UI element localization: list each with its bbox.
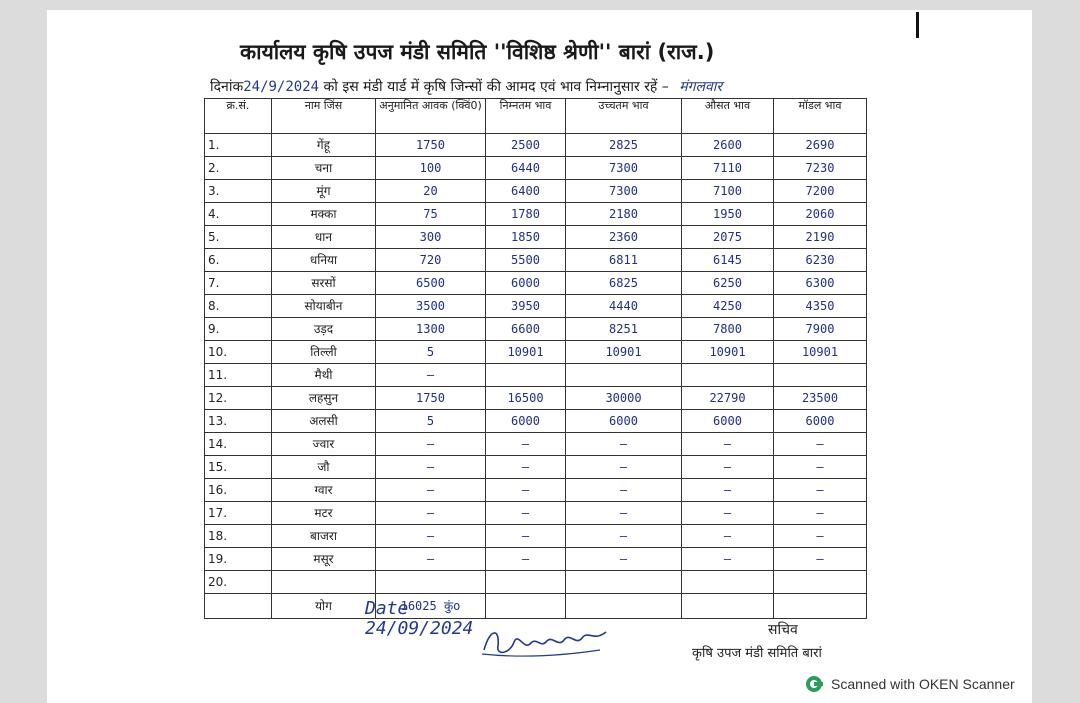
table-row	[205, 525, 867, 548]
date-label: Date	[365, 598, 409, 619]
table-row	[205, 502, 867, 525]
cell-model: 6230	[774, 249, 867, 272]
cell-arrival: 100	[376, 157, 486, 180]
cell-min: —	[486, 502, 566, 525]
table-row	[205, 134, 867, 157]
cell-arrival: 75	[376, 203, 486, 226]
cell-max: 4440	[566, 295, 682, 318]
cell-sn: 15.	[205, 456, 272, 479]
cell-sn: 1.	[205, 134, 272, 157]
cell-name: गेंहू	[272, 134, 376, 157]
cell-arrival: 1750	[376, 134, 486, 157]
cell-model: —	[774, 433, 867, 456]
cell-arrival: —	[376, 479, 486, 502]
table-row	[205, 364, 867, 387]
cell-sn: 5.	[205, 226, 272, 249]
oken-scanner-icon	[805, 675, 823, 693]
total-blank	[774, 594, 867, 619]
table-row	[205, 479, 867, 502]
cell-min: 1850	[486, 226, 566, 249]
cell-name: धनिया	[272, 249, 376, 272]
cell-avg: 6250	[682, 272, 774, 295]
cell-name	[272, 571, 376, 594]
cell-arrival: —	[376, 364, 486, 387]
cell-model: 2190	[774, 226, 867, 249]
cell-avg: 7110	[682, 157, 774, 180]
cell-max: 2825	[566, 134, 682, 157]
cell-max: 6825	[566, 272, 682, 295]
cell-sn: 6.	[205, 249, 272, 272]
total-blank	[682, 594, 774, 619]
table-row	[205, 456, 867, 479]
cell-avg: —	[682, 479, 774, 502]
cell-avg: —	[682, 548, 774, 571]
cell-max: 2360	[566, 226, 682, 249]
cell-name: तिल्ली	[272, 341, 376, 364]
table-row	[205, 341, 867, 364]
cell-min: 2500	[486, 134, 566, 157]
cell-model	[774, 571, 867, 594]
cell-model: 23500	[774, 387, 867, 410]
cell-name: सरसों	[272, 272, 376, 295]
date-prefix: दिनांक	[210, 79, 244, 95]
cell-name: बाजरा	[272, 525, 376, 548]
cell-avg: 7800	[682, 318, 774, 341]
cell-sn: 3.	[205, 180, 272, 203]
cell-name: मक्का	[272, 203, 376, 226]
cell-min: —	[486, 548, 566, 571]
cell-avg: 1950	[682, 203, 774, 226]
header-max-price: उच्चतम भाव	[566, 99, 682, 134]
cell-arrival: —	[376, 433, 486, 456]
cell-name: मूंग	[272, 180, 376, 203]
cell-sn: 11.	[205, 364, 272, 387]
table-header-row	[205, 99, 867, 134]
cell-min: 6000	[486, 410, 566, 433]
cell-arrival: —	[376, 456, 486, 479]
cell-model	[774, 364, 867, 387]
cell-avg: 6000	[682, 410, 774, 433]
sign-date: 24/09/2024	[365, 618, 474, 639]
cell-sn: 10.	[205, 341, 272, 364]
cell-arrival: —	[376, 502, 486, 525]
cell-max: 2180	[566, 203, 682, 226]
table-row	[205, 387, 867, 410]
cell-avg: —	[682, 502, 774, 525]
table-row	[205, 410, 867, 433]
cell-name: मैथी	[272, 364, 376, 387]
cell-sn: 7.	[205, 272, 272, 295]
table-row	[205, 157, 867, 180]
cell-min: 10901	[486, 341, 566, 364]
cell-min	[486, 571, 566, 594]
cell-max: —	[566, 502, 682, 525]
header-serial: क्र.सं.	[205, 99, 272, 134]
cell-name: चना	[272, 157, 376, 180]
cell-model: 7230	[774, 157, 867, 180]
cell-name: लहसुन	[272, 387, 376, 410]
cell-avg: 4250	[682, 295, 774, 318]
table-row	[205, 226, 867, 249]
cell-arrival: 1300	[376, 318, 486, 341]
cell-arrival: 300	[376, 226, 486, 249]
cell-avg: —	[682, 525, 774, 548]
cell-max: 10901	[566, 341, 682, 364]
handwritten-signature	[480, 620, 610, 660]
cell-sn: 13.	[205, 410, 272, 433]
cell-sn: 14.	[205, 433, 272, 456]
cell-avg	[682, 571, 774, 594]
scanner-badge	[805, 674, 1015, 694]
cell-model: —	[774, 525, 867, 548]
header-arrival: अनुमानित आवक (क्विं0)	[376, 99, 486, 134]
total-blank	[566, 594, 682, 619]
cell-model: —	[774, 479, 867, 502]
table-row	[205, 571, 867, 594]
cell-name: ग्वार	[272, 479, 376, 502]
cell-arrival: 1750	[376, 387, 486, 410]
cell-model: 6300	[774, 272, 867, 295]
cell-sn: 17.	[205, 502, 272, 525]
header-commodity: नाम जिंस	[272, 99, 376, 134]
page-edge-mark	[916, 12, 919, 38]
header-avg-price: औसत भाव	[682, 99, 774, 134]
cell-max: —	[566, 456, 682, 479]
cell-arrival: —	[376, 548, 486, 571]
cell-name: अलसी	[272, 410, 376, 433]
cell-name: सोयाबीन	[272, 295, 376, 318]
cell-max: —	[566, 479, 682, 502]
price-table	[204, 98, 867, 619]
header-min-price: निम्नतम भाव	[486, 99, 566, 134]
cell-arrival: 3500	[376, 295, 486, 318]
cell-name: ज्वार	[272, 433, 376, 456]
cell-sn: 16.	[205, 479, 272, 502]
cell-min: —	[486, 433, 566, 456]
cell-min: 3950	[486, 295, 566, 318]
cell-name: मसूर	[272, 548, 376, 571]
scanner-label: Scanned with OKEN Scanner	[831, 676, 1015, 692]
cell-max: 8251	[566, 318, 682, 341]
table-row	[205, 272, 867, 295]
cell-arrival: 6500	[376, 272, 486, 295]
cell-avg: —	[682, 456, 774, 479]
cell-arrival	[376, 571, 486, 594]
cell-max: 6000	[566, 410, 682, 433]
cell-min: 6600	[486, 318, 566, 341]
cell-sn: 19.	[205, 548, 272, 571]
cell-avg: 2075	[682, 226, 774, 249]
cell-sn: 18.	[205, 525, 272, 548]
cell-sn: 8.	[205, 295, 272, 318]
cell-sn: 20.	[205, 571, 272, 594]
date-line-text: को इस मंडी यार्ड में कृषि जिन्सों की आमद एवं भाव निम्नानुसार रहें –	[323, 79, 669, 95]
header-model-price: मॉडल भाव	[774, 99, 867, 134]
cell-arrival: 20	[376, 180, 486, 203]
cell-avg: 22790	[682, 387, 774, 410]
cell-min: —	[486, 479, 566, 502]
cell-min: 6440	[486, 157, 566, 180]
cell-sn: 9.	[205, 318, 272, 341]
cell-min	[486, 364, 566, 387]
cell-arrival: —	[376, 525, 486, 548]
handwritten-date: 24/9/2024	[243, 79, 320, 95]
cell-avg: 7100	[682, 180, 774, 203]
cell-arrival: 5	[376, 341, 486, 364]
cell-max: 7300	[566, 157, 682, 180]
table-row	[205, 433, 867, 456]
table-row	[205, 180, 867, 203]
cell-sn: 4.	[205, 203, 272, 226]
cell-model: 2060	[774, 203, 867, 226]
cell-min: 6000	[486, 272, 566, 295]
cell-model: —	[774, 502, 867, 525]
cell-min: 6400	[486, 180, 566, 203]
cell-name: उड़द	[272, 318, 376, 341]
cell-name: धान	[272, 226, 376, 249]
cell-min: 1780	[486, 203, 566, 226]
cell-name: मटर	[272, 502, 376, 525]
document-title: कार्यालय कृषि उपज मंडी समिति ''विशिष्ठ श्रेणी'' बारां (राज.)	[240, 40, 715, 64]
cell-max: 7300	[566, 180, 682, 203]
office-name: कृषि उपज मंडी समिति बारां	[692, 646, 822, 661]
cell-model: 10901	[774, 341, 867, 364]
cell-model: 6000	[774, 410, 867, 433]
total-label: योग	[272, 594, 376, 619]
cell-min: 5500	[486, 249, 566, 272]
cell-max: 30000	[566, 387, 682, 410]
cell-avg: 2600	[682, 134, 774, 157]
cell-max	[566, 364, 682, 387]
total-row	[205, 594, 867, 619]
table-row	[205, 249, 867, 272]
table-row	[205, 318, 867, 341]
table-row	[205, 295, 867, 318]
date-line	[210, 77, 910, 96]
cell-avg: 10901	[682, 341, 774, 364]
cell-sn: 2.	[205, 157, 272, 180]
cell-model: 7200	[774, 180, 867, 203]
cell-model: 4350	[774, 295, 867, 318]
designation: सचिव	[768, 622, 798, 638]
cell-min: —	[486, 525, 566, 548]
total-value: 16025 कुंo	[376, 594, 486, 619]
table-row	[205, 548, 867, 571]
total-blank	[205, 594, 272, 619]
cell-arrival: 720	[376, 249, 486, 272]
table-row	[205, 203, 867, 226]
cell-min: —	[486, 456, 566, 479]
cell-avg	[682, 364, 774, 387]
cell-avg: 6145	[682, 249, 774, 272]
cell-model: —	[774, 456, 867, 479]
cell-model: 7900	[774, 318, 867, 341]
cell-name: जौ	[272, 456, 376, 479]
cell-max: —	[566, 433, 682, 456]
cell-max: 6811	[566, 249, 682, 272]
cell-model: 2690	[774, 134, 867, 157]
cell-min: 16500	[486, 387, 566, 410]
cell-max	[566, 571, 682, 594]
cell-model: —	[774, 548, 867, 571]
handwritten-day: मंगलवार	[679, 79, 723, 95]
cell-avg: —	[682, 433, 774, 456]
cell-sn: 12.	[205, 387, 272, 410]
cell-arrival: 5	[376, 410, 486, 433]
cell-max: —	[566, 525, 682, 548]
cell-max: —	[566, 548, 682, 571]
